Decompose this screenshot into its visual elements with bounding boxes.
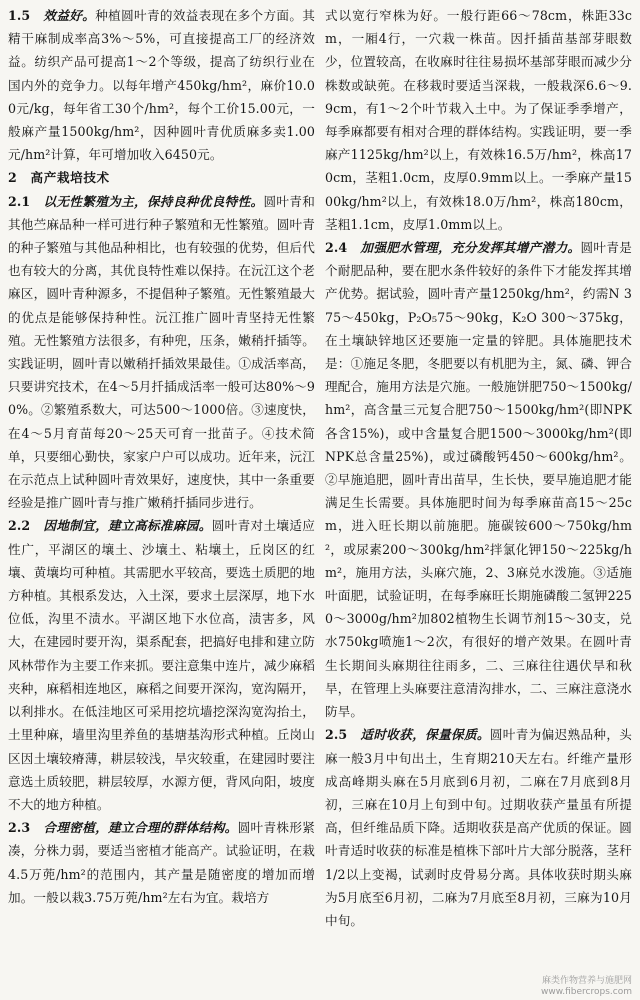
section-number: 2.3 (8, 820, 31, 836)
left-column (8, 4, 315, 994)
section-title: 适时收获，保量保质。 (360, 727, 490, 743)
section-text: 圆叶青株形紧凑，分株力弱，要适当密植才能高产。试验证明，在栽4.5万蔸/hm²的范围内，其产量是随密度的增加而增加。一般以栽3.75万蔸/hm²左右为宜。栽培方 (8, 820, 315, 905)
section-number: 2.1 (8, 193, 31, 209)
section-text: 圆叶青和其他苎麻品种一样可进行种子繁殖和无性繁殖。圆叶青的种子繁殖与其他品种相比，也有较强的优势，但后代也有较大的分离，其优良特性难以保持。在沅江这个老麻区，圆叶青种源多，不提倡种子繁殖。无性繁殖最大的优点是能够保持种性。沅江推广圆叶青坚持无性繁殖。无性繁殖方法很多，有种兜，压条，嫩稍扦插等。实践证明，圆叶青以嫩稍扦插效果最佳。①成活率高，只要讲究技术，在4～5月扦插成活率一般可达80%～90%。②繁殖系数大，可达500～1000倍。③速度快，在4～5月育苗每20～25天可育一批苗子。④技术简单，只要细心勤快，家家户户可以成功。近年来，沅江在示范点上试种圆叶青效果好，速度快，其中一条重要经验是推广圆叶青与推广嫩稍扦插同步进行。 (8, 193, 315, 511)
section-number: 2.2 (8, 518, 31, 534)
section-2-1 (8, 190, 315, 515)
section-title: 以无性繁殖为主，保持良种优良特性。 (43, 193, 264, 209)
article-body (8, 4, 632, 994)
section-2-3-continued: 式以宽行窄株为好。一般行距66～78cm，株距33cm，一厢4行，一穴栽一株苗。因扦插苗基部芽眼数少，位置较高，在收麻时往往易损坏基部芽眼而减少分株数或缺蔸。在移栽时要适当深栽，一般栽深6.6～9.9cm，有1～2个叶节栽入土中。为了保证季季增产，每季麻都要有相对合理的群体结构。实践证明，要一季麻产1125kg/hm²以上，有效株16.5万/hm²，株高170cm，茎粗1.0cm，皮厚0.9mm以上。一季麻产量1500kg/hm²以上，有效株18.0万/hm²，株高180cm，茎粗1.1cm，皮厚1.0mm以上。 (325, 8, 632, 232)
section-2-2 (8, 514, 315, 816)
section-2-4 (325, 236, 632, 723)
section-text: 圆叶青对土壤适应性广，平湖区的壤土、沙壤土、粘壤土，丘岗区的红壤、黄壤均可种植。其需肥水平较高，要选土质肥的地方种植。其根系发达，入土深，要求土层深厚，地下水位低，沟里不渍水。平湖区地下水位高，渍害多，风大，在建园时要开沟，渠系配套，把搞好电排和建立防风林带作为主要工作来抓。要注意集中连片，减少麻稻夹种，麻稻相连地区，麻稻之间要开深沟，宽沟隔开，以利排水。在低洼地区可采用挖坑墙挖深沟宽沟抬土，土里种麻，墙里沟里养鱼的基塘基沟形式种植。丘岗山区因土壤较瘠薄，耕层较浅，旱灾较重，在建园时要注意选土质较肥，耕层较厚，水源方便，背风向阳，坡度不大的地方种植。 (8, 518, 315, 812)
watermark-site-name: 麻类作物营养与施肥网 (541, 976, 632, 986)
site-watermark (541, 976, 632, 998)
right-column (325, 4, 632, 994)
watermark-url: www.fibercrops.com (541, 987, 632, 997)
section-number: 2.4 (325, 240, 348, 256)
heading-2: 2 高产栽培技术 (8, 170, 110, 186)
section-title: 加强肥水管理，充分发挥其增产潜力。 (360, 240, 581, 256)
section-number: 2.5 (325, 727, 348, 743)
section-2-3 (8, 816, 315, 909)
section-1-5 (8, 4, 315, 166)
section-text: 圆叶青是个耐肥品种，要在肥水条件较好的条件下才能发挥其增产优势。据试验，圆叶青产量1250kg/hm²，约需N 375～450kg，P₂O₅75～90kg，K₂O 300～375kg，在土壤缺锌地区还要施一定量的锌肥。具体施肥技术是：①施足冬肥，冬肥要以有机肥为主，氮、磷、钾合理配合，施用方法是穴施。一般施饼肥750～1500kg/hm²，高含量三元复合肥750～1500kg/hm²(即NPK各含15%)，或中含量复合肥1500～3000kg/hm²(即NPK总含量25%)，或过磷酸钙450～600kg/hm²。②早施追肥，圆叶青出苗早，生长快，要早施追肥才能满足生长需要。具体施肥时间为每季麻苗高15～25cm，进入旺长期以前施肥。施碳铵600～750kg/hm²，或尿素200～300kg/hm²拌氯化钾150～225kg/hm²，施用方法，头麻穴施，2、3麻兑水泼施。③适施叶面肥，试验证明，在每季麻旺长期施磷酸二氢钾2250～3000g/hm²加802植物生长调节剂15～30支，兑水750kg喷施1～2次，有很好的增产效果。在圆叶青生长期间头麻期往往雨多，二、三麻往往遇伏旱和秋旱，在管理上头麻要注意清沟排水，二、三麻注意浇水防旱。 (325, 240, 632, 720)
section-2-5 (325, 723, 632, 932)
section-title: 合理密植，建立合理的群体结构。 (43, 820, 238, 836)
section-title: 因地制宜，建立高标准麻园。 (43, 518, 212, 534)
section-title: 效益好。 (43, 8, 96, 23)
section-number: 1.5 (8, 8, 31, 23)
section-text: 种植圆叶青的效益表现在多个方面。其精干麻制成率高3%～5%，可直接提高工厂的经济效益。纺织产品可提高1～2个等级，提高了纺织行业在国内外的竞争力。以每年增产450kg/hm²，麻价10.00元/kg，每年省工30个/hm²，每个工价15.00元，一般麻产量1500kg/hm²，因种圆叶青优质麻多卖1.00元/hm²计算，年可增加收入6450元。 (8, 8, 315, 163)
section-text: 圆叶青为偏迟熟品种，头麻一般3月中旬出土，生育期210天左右。纤维产量形成高峰期头麻在5月底到6月初，二麻在7月底到8月初，三麻在10月上旬到中旬。过期收获产量虽有所提高，但纤维品质下降。适期收获是高产优质的保证。圆叶青适时收获的标准是植株下部叶片大部分脱落，茎秆1/2以上变褐，试剥时皮骨易分离。具体收获时期头麻为5月底至6月初，二麻为7月底至8月初，三麻为10月中旬。 (325, 727, 632, 928)
